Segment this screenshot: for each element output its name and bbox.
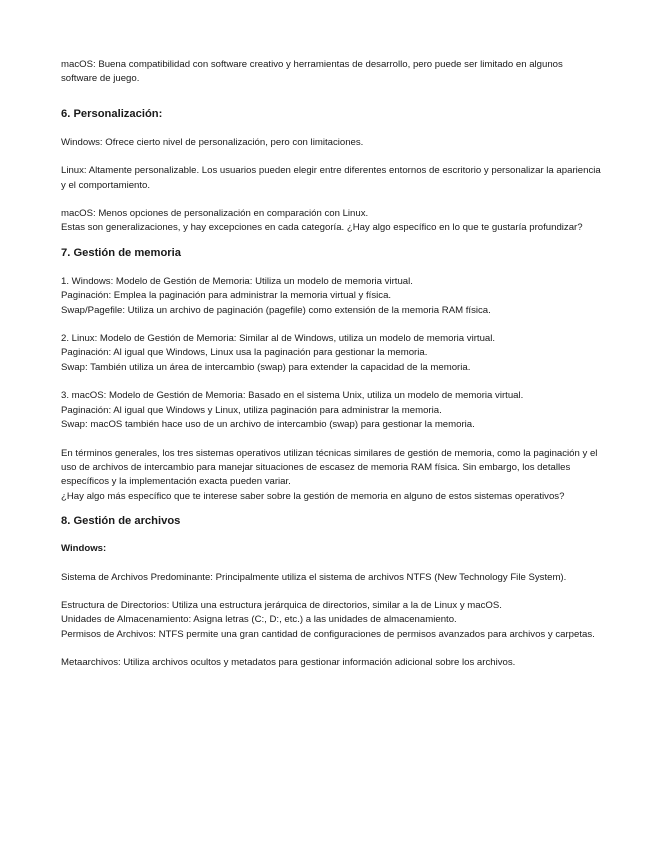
spacer (61, 375, 601, 389)
section-8-heading: 8. Gestión de archivos (61, 515, 181, 528)
s8-filesystem-paragraph: Sistema de Archivos Predominante: Principalmente utiliza el sistema de archivos NTFS (New Technology File System). (61, 571, 567, 583)
s7-macos-paging: Paginación: Al igual que Windows y Linux, utiliza paginación para administrar la memoria. (61, 404, 442, 416)
s6-windows-paragraph: Windows: Ofrece cierto nivel de personalización, pero con limitaciones. (61, 136, 364, 148)
s7-windows-paging: Paginación: Emplea la paginación para administrar la memoria virtual y física. (61, 290, 392, 302)
spacer (61, 193, 601, 207)
s7-macos-swap: Swap: macOS también hace uso de un archivo de intercambio (swap) para gestionar la memoria. (61, 419, 475, 431)
spacer (61, 236, 601, 245)
document-page (61, 58, 601, 671)
spacer (61, 504, 601, 513)
s7-windows-model: 1. Windows: Modelo de Gestión de Memoria: Utiliza un modelo de memoria virtual. (61, 275, 413, 287)
s8-metafiles-line: Metaarchivos: Utiliza archivos ocultos y metadatos para gestionar información adicional sobre los archivos. (61, 657, 516, 669)
s7-macos-model: 3. macOS: Modelo de Gestión de Memoria: Basado en el sistema Unix, utiliza un modelo de memoria virtual. (61, 390, 524, 402)
s7-linux-paging: Paginación: Al igual que Windows, Linux usa la paginación para gestionar la memoria. (61, 347, 428, 359)
section-6-heading: 6. Personalización: (61, 107, 163, 120)
s8-permissions-paragraph: Permisos de Archivos: NTFS permite una gran cantidad de configuraciones de permisos avanzados para archivos y carpetas. (61, 628, 595, 640)
spacer (61, 433, 601, 447)
s7-question-paragraph: ¿Hay algo más específico que te interese saber sobre la gestión de memoria en alguno de estos sistemas operativos? (61, 490, 565, 502)
spacer (61, 318, 601, 332)
s8-units-line: Unidades de Almacenamiento: Asigna letras (C:, D:, etc.) a las unidades de almacenamiento. (61, 614, 457, 626)
s7-linux-model: 2. Linux: Modelo de Gestión de Memoria: Similar al de Windows, utiliza un modelo de memoria virtual. (61, 333, 496, 345)
s7-summary-paragraph: En términos generales, los tres sistemas operativos utilizan técnicas similares de gestión de memoria, como la paginación y el uso de archivos de intercambio para manejar situaciones de escasez de memoria RAM física. Sin embargo, los detalles específicos y la implementación exacta pueden variar. (61, 447, 598, 488)
s6-macos-line: macOS: Menos opciones de personalización en comparación con Linux. (61, 208, 369, 220)
s6-closing-paragraph: Estas son generalizaciones, y hay excepciones en cada categoría. ¿Hay algo específico en lo que te gustaría profundizar? (61, 222, 583, 234)
macos-software-paragraph: macOS: Buena compatibilidad con software creativo y herramientas de desarrollo, pero puede ser limitado en algunos software de juego. (61, 59, 563, 85)
spacer (61, 529, 601, 542)
spacer (61, 557, 601, 571)
spacer (61, 87, 601, 106)
spacer (61, 122, 601, 136)
spacer (61, 642, 601, 656)
s8-windows-label: Windows: (61, 543, 107, 555)
s7-windows-swap: Swap/Pagefile: Utiliza un archivo de paginación (pagefile) como extensión de la memoria RAM física. (61, 304, 491, 316)
spacer (61, 150, 601, 164)
spacer (61, 261, 601, 275)
section-7-heading: 7. Gestión de memoria (61, 246, 181, 259)
s8-directories-line: Estructura de Directorios: Utiliza una estructura jerárquica de directorios, similar a la de Linux y macOS. (61, 599, 502, 611)
spacer (61, 585, 601, 599)
s7-linux-swap: Swap: También utiliza un área de intercambio (swap) para extender la capacidad de la memoria. (61, 361, 471, 373)
s6-linux-paragraph: Linux: Altamente personalizable. Los usuarios pueden elegir entre diferentes entornos de escritorio y personalizar la apariencia y el comportamiento. (61, 165, 601, 191)
